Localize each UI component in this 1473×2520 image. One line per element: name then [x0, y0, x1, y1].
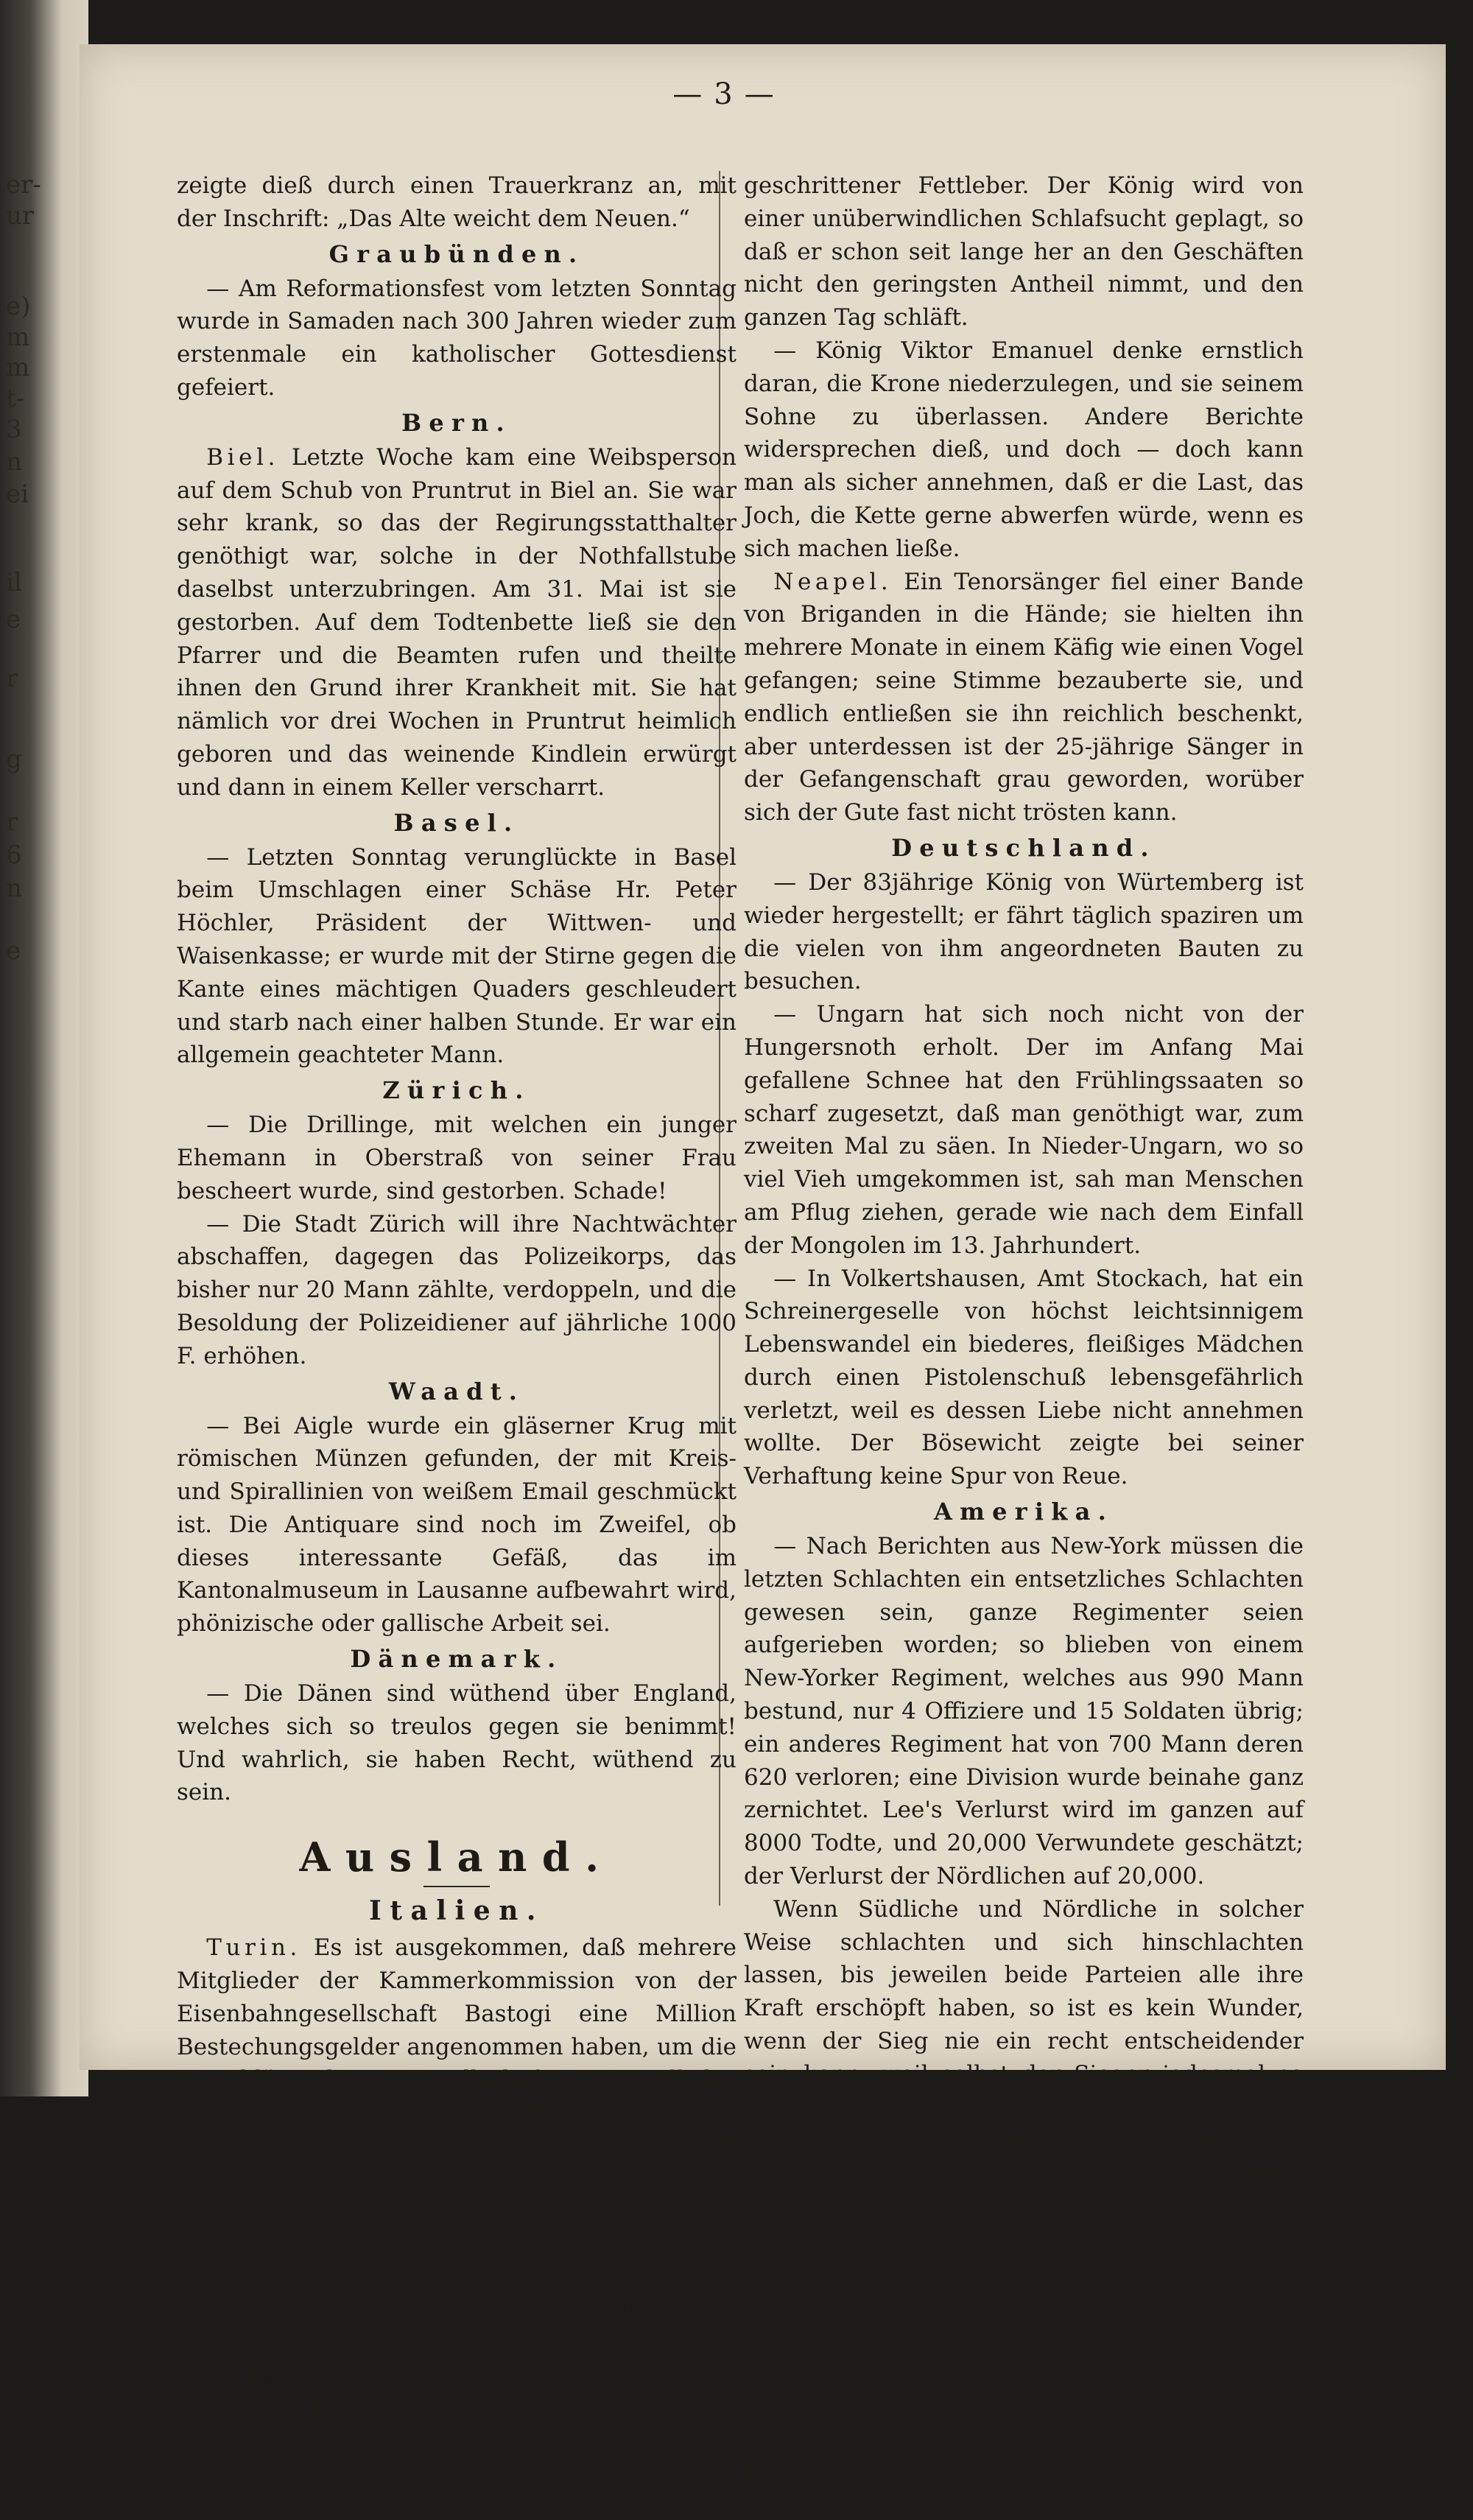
- section-heading-zuerich: Zürich.: [382, 1076, 531, 1105]
- news-item: [744, 566, 1304, 829]
- margin-fragment: m: [6, 353, 30, 382]
- margin-fragment: n: [6, 447, 22, 477]
- dateline: Turin.: [206, 1934, 301, 1962]
- margin-fragment: g: [6, 745, 22, 774]
- news-item: — Am Reformationsfest vom letzten Sonntag wurde in Samaden nach 300 Jahren wieder zum erstenmale ein katholischer Gottesdienst gefeiert.: [177, 275, 736, 401]
- right-column: [744, 169, 1304, 2520]
- news-item: — In Volkertshausen, Amt Stockach, hat ein Schreinergeselle von höchst leichtsinnigem Lebenswandel ein biederes, fleißiges Mädchen durch einen Pistolenschuß lebensgefährlich verletzt, weil es dessen Liebe nicht annehmen wollte. Der Bösewicht zeigte bei seiner Verhaftung keine Spur von Reue.: [744, 1265, 1304, 1490]
- news-item: — Der 83jährige König von Würtemberg ist wieder hergestellt; er fährt täglich spaziren um die vielen von ihm angeordneten Bauten zu besuchen.: [744, 868, 1304, 995]
- news-item: — Ungarn hat sich noch nicht von der Hungersnoth erholt. Der im Anfang Mai gefallene Schnee hat den Frühlingssaaten so scharf zugesetzt, daß man genöthigt war, zum zweiten Mal zu säen. In Nieder-Ungarn, wo so viel Vieh umgekommen ist, sah man Menschen am Pflug ziehen, gerade wie nach dem Einfall der Mongolen im 13. Jahrhundert.: [744, 1001, 1304, 1259]
- page-number-value: 3: [714, 77, 737, 111]
- margin-fragment: n: [6, 874, 22, 903]
- news-item: [177, 1931, 736, 2393]
- margin-fragment: r: [6, 664, 18, 693]
- news-item: Wenn Südliche und Nördliche in solcher Weise schlachten und sich hinschlachten lassen, bis jeweilen beide Parteien alle ihre Kraft erschöpft haben, so ist es kein Wunder, wenn der Sieg nie ein recht entscheidender sein kann, weil selbst der Sieger jedesmal so erschöpft ist wie der der Besiegte, folglich den Gegner nicht verfolgen und den Sieg nicht benutzen kann. In solcher Weise ist die Freude und Hoffnung des Mormonenhäuptlings am Salzsee begreiflich.: [744, 1895, 1304, 2253]
- left-column: [177, 169, 736, 2493]
- margin-fragment: il: [6, 568, 22, 597]
- margin-fragment: 3: [6, 415, 22, 444]
- margin-fragment: e: [6, 605, 21, 634]
- margin-fragment: t-: [6, 384, 25, 413]
- news-item: — Die Dänen sind wüthend über England, welches sich so treulos gegen sie benimmt! Und wahrlich, sie haben Recht, wüthend zu sein.: [177, 1680, 736, 1806]
- margin-fragment: 6: [6, 840, 22, 870]
- article-continuation: zeigte dieß durch einen Trauerkranz an, mit der Inschrift: „Das Alte weicht dem Neuen.“: [177, 172, 736, 232]
- margin-fragment: er-: [6, 170, 41, 200]
- news-item: — Letzten Sonntag verunglückte in Basel beim Umschlagen einer Schäse Hr. Peter Höchler, Präsident der Wittwen- und Waisenkasse; er wurde mit der Stirne gegen die Kante eines mächtigen Quaders geschleudert und starb nach einer halben Stunde. Er war ein allgemein geachteter Mann.: [177, 843, 736, 1069]
- news-item-text: Letzte Woche kam eine Weibsperson auf dem Schub von Pruntrut in Biel an. Sie war sehr krank, so das der Regirungsstatthalter genöthigt war, solche in der Nothfallstube daselbst unterzubringen. Am 31. Mai ist sie gestorben. Auf dem Todtenbette ließ sie den Pfarrer und die Beamten rufen und theilte ihnen den Grund ihrer Krankheit mit. Sie hat nämlich vor drei Wochen in Pruntrut heimlich geboren und das weinende Kindlein erwürgt und dann in einem Keller verscharrt.: [177, 443, 737, 801]
- news-item: — Die Stadt Zürich will ihre Nachtwächter abschaffen, dagegen das Polizeikorps, das bisher nur 20 Mann zählte, verdoppeln, und die Besoldung der Polizeidiener auf jährliche 1000 F. erhöhen.: [177, 1210, 736, 1369]
- section-heading-graubuenden: Graubünden.: [328, 239, 585, 268]
- news-item-text: Nach Aussprache der Aerzte leidet der König an Verdickung des Blutes und an bereits fort-: [177, 2396, 737, 2490]
- news-item: — Bei Aigle wurde ein gläserner Krug mit römischen Münzen gefunden, der mit Kreis- und Spirallinien von weißem Email geschmückt ist. Die Antiquare sind noch im Zweifel, ob dieses interessante Gefäß, das im Kantonalmuseum in Lausanne aufbewahrt wird, phönizische oder gallische Arbeit sei.: [177, 1412, 736, 1638]
- page-number: — 3 —: [672, 77, 778, 111]
- section-heading-amerika: Amerika.: [933, 1498, 1114, 1526]
- news-item: Von der großen Zahl der Soldaten aber, die als verwundet in die Spitäler kommen, dürfe man kaum den Drittel als wirklich Verwundete rechnen; viele der verwundet sein Wollenden hätten höchstens eine leichte Schramme, meistens aber nicht einmal die leichteste Ritze. Diese werden dann gefangen zur Armee zurück geschickt. So schreibt man aus New-York.: [744, 2258, 1304, 2517]
- news-item-text: Es ist ausgekommen, daß mehrere Mitglieder der Kammerkommission von der Eisenbahngesellschaft Bastogi eine Million Bestechungsgelder angenommen haben, um die Vorschläge dieser Gesellschaft in Betreff des Eisenbahnbaues im Süden zu empfehlen — entgegen den Vorschlägen der Gesellschaft Rothschild-Talbot. Die betreffenden Kammermitglieder hatten in ihrem Berichte für Ertheilung der Konzession an Rothschild-Talbot sehr gut Bericht erstattet, nachdem sie aber die Million empfangen, berichteten sie flugs noch viel besser für Bastogi, und dieser gewann das Spiel. Eine Untersuchung ist eingeleitet.: [177, 1934, 736, 2390]
- previous-page-edge: [0, 0, 88, 2096]
- margin-fragment: e: [6, 936, 21, 966]
- news-item: [177, 441, 736, 804]
- news-item-text: Ein Tenorsänger fiel einer Bande von Briganden in die Hände; sie hielten ihn mehrere Monate in einem Käfig wie einen Vogel gefangen; seine Stimme bezauberte sie, und endlich entließen sie ihn reichlich beschenkt, aber unterdessen ist der 25-jährige Sänger in der Gefangenschaft grau geworden, worüber sich der Gute fast nicht trösten kann.: [744, 568, 1304, 826]
- news-item: — Nach Berichten aus New-York müssen die letzten Schlachten ein entsetzliches Schlachten gewesen sein, ganze Regimenter seien aufgerieben worden; so blieben von einem New-Yorker Regiment, welches aus 990 Mann bestund, nur 4 Offiziere und 15 Soldaten übrig; ein anderes Regiment hat von 700 Mann deren 620 verloren; eine Division wurde beinahe ganz zernichtet. Lee's Verlurst wird im ganzen auf 8000 Todte, und 20,000 Verwundete geschätzt; der Verlurst der Nördlichen auf 20,000.: [744, 1533, 1304, 1890]
- margin-fragment: r: [6, 807, 18, 837]
- news-item: — Die Drillinge, mit welchen ein junger Ehemann in Oberstraß von seiner Frau bescheert wurde, sind gestorben. Schade!: [177, 1112, 736, 1204]
- dateline: Biel.: [206, 443, 280, 471]
- section-heading-waadt: Waadt.: [388, 1377, 525, 1405]
- margin-fragment: m: [6, 323, 30, 352]
- section-heading-daenemark: Dänemark.: [350, 1645, 563, 1674]
- section-heading-deutschland: Deutschland.: [891, 833, 1156, 862]
- section-heading-basel: Basel.: [393, 808, 520, 837]
- dateline: Neapel.: [773, 568, 893, 595]
- dateline: Turin.: [206, 2396, 301, 2424]
- heading-rule: [423, 1886, 490, 1887]
- news-item: [177, 2393, 736, 2492]
- margin-fragment: ei: [6, 480, 29, 509]
- margin-fragment: e): [6, 292, 31, 321]
- article-continuation: geschrittener Fettleber. Der König wird von einer unüberwindlichen Schlafsucht geplagt, so daß er schon seit lange her an den Geschäften nicht den geringsten Antheil nimmt, und den ganzen Tag schläft.: [744, 172, 1304, 331]
- section-heading-italien: Italien.: [369, 1895, 544, 1927]
- news-item: — König Viktor Emanuel denke ernstlich daran, die Krone niederzulegen, und sie seinem Sohne zu überlassen. Andere Berichte widersprechen dieß, und doch — doch kann man als sicher annehmen, daß er die Last, das Joch, die Kette gerne abwerfen würde, wenn es sich machen ließe.: [744, 337, 1304, 562]
- section-heading-ausland: Ausland.: [299, 1833, 614, 1881]
- margin-fragment: ur: [6, 201, 35, 231]
- section-heading-bern: Bern.: [401, 408, 512, 437]
